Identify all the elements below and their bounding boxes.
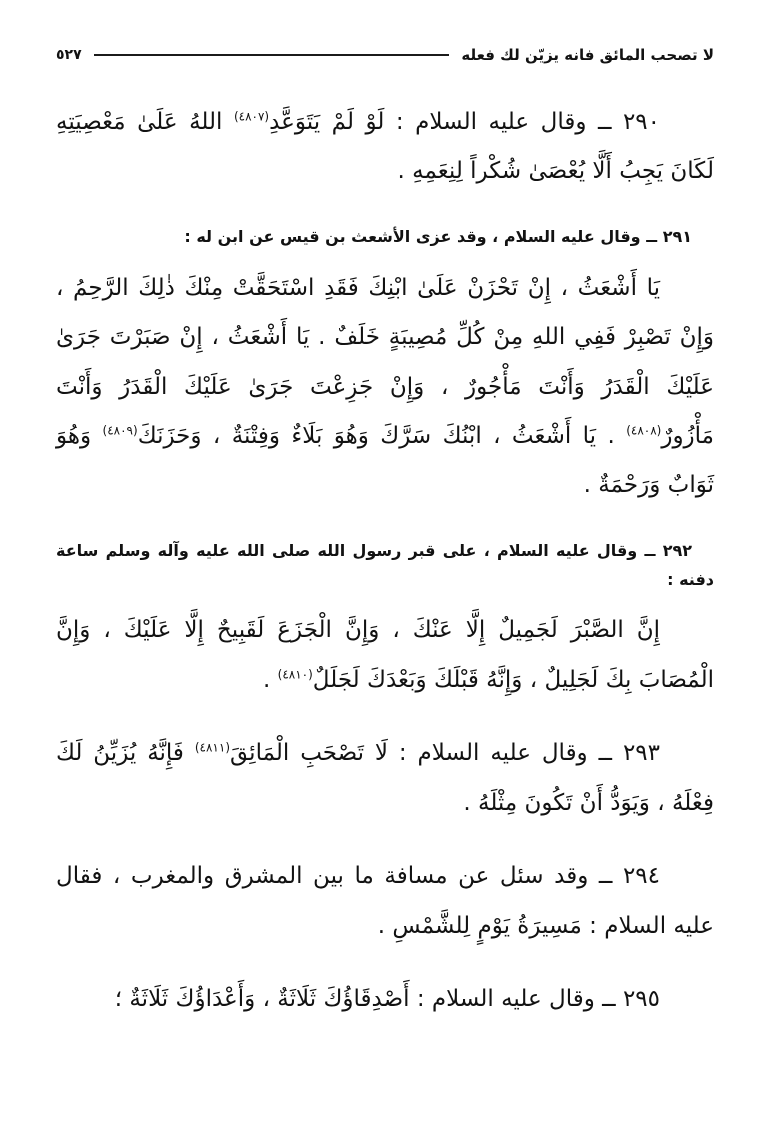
saying-293 [56, 729, 714, 828]
footnote-ref: (٤٨٠٨) [626, 423, 662, 438]
saying-lead: ٢٩٥ ــ وقال عليه السلام : [409, 986, 660, 1013]
saying-lead: ٢٩٠ ــ وقال عليه السلام : [384, 109, 660, 135]
page-number: ٥٢٧ [56, 47, 82, 63]
saying-text: مَسِيرَةُ يَوْمٍ لِلشَّمْسِ . [377, 912, 582, 939]
saying-text: . [263, 666, 278, 693]
saying-text: لَا تَصْحَبِ الْمَائِقَ [230, 740, 388, 767]
saying-text: يَا أَشْعَثُ ، إِنْ تَحْزَنْ عَلَىٰ ابْنِكَ فَقَدِ اسْتَحَقَّتْ مِنْكَ ذٰلِكَ الرَّحِمُ ، وَإِنْ تَصْبِرْ فَفِي اللهِ مِنْ كُلِّ مُصِيبَةٍ خَلَفٌ . يَا أَشْعَثُ ، إِنْ صَبَرْتَ جَرَىٰ عَلَيْكَ الْقَدَرُ وَأَنْتَ مَأْجُورٌ ، وَإِنْ جَزِعْتَ جَرَىٰ عَلَيْكَ الْقَدَرُ وَأَنْتَ مَأْزُورٌ [56, 274, 714, 449]
saying-295 [56, 975, 714, 1024]
saying-290 [56, 98, 714, 197]
footnote-ref: (٤٨٠٧) [233, 109, 270, 124]
saying-text: فَإِنَّهُ يُزَيِّنُ لَكَ فِعْلَهُ ، وَيَوَدُّ أَنْ تَكُونَ مِثْلَهُ . [56, 740, 714, 816]
saying-text: أَصْدِقَاؤُكَ ثَلَاثَةٌ ، وَأَعْدَاؤُكَ ثَلَاثَةٌ ؛ [114, 986, 410, 1013]
page-header [56, 46, 714, 64]
saying-text: اللهُ عَلَىٰ مَعْصِيَتِهِ لَكَانَ يَجِبُ أَلَّا يُعْصَىٰ شُكْراً لِنِعَمِهِ . [56, 109, 714, 185]
saying-292 [56, 606, 714, 705]
saying-lead: ٢٩٣ ــ وقال عليه السلام : [388, 740, 661, 767]
running-title: لا تصحب المائق فانه يزيّن لك فعله [461, 46, 714, 64]
saying-text: إِنَّ الصَّبْرَ لَجَمِيلٌ إِلَّا عَنْكَ ، وَإِنَّ الْجَزَعَ لَقَبِيحٌ إِلَّا عَلَيْكَ ، وَإِنَّ الْمُصَابَ بِكَ لَجَلِيلٌ ، وَإِنَّهُ قَبْلَكَ وَبَعْدَكَ لَجَلَلٌ [56, 617, 714, 693]
saying-text: وَهُوَ ثَوَابٌ وَرَحْمَةٌ . [56, 422, 714, 499]
saying-291 [56, 264, 714, 511]
saying-text: لَوْ لَمْ يَتَوَعَّدِ [269, 109, 385, 135]
saying-294 [56, 852, 714, 951]
saying-291-heading: ٢٩١ ــ وقال عليه السلام ، وقد عزى الأشعث بن قيس عن ابن له : [184, 226, 692, 246]
saying-lead: ٢٩٤ ــ وقد سئل عن مسافة ما بين المشرق والمغرب ، فقال عليه السلام : [56, 863, 714, 939]
saying-292-heading: ٢٩٢ ــ وقال عليه السلام ، على قبر رسول الله صلى الله عليه وآله وسلم ساعة دفنه : [56, 540, 714, 589]
footnote-ref: (٤٨٠٩) [102, 423, 138, 438]
header-rule [94, 54, 450, 56]
footnote-ref: (٤٨١٠) [277, 667, 313, 682]
footnote-ref: (٤٨١١) [194, 740, 230, 755]
saying-text: . يَا أَشْعَثُ ، ابْنُكَ سَرَّكَ وَهُوَ بَلَاءٌ وَفِتْنَةٌ ، وَحَزَنَكَ [137, 422, 627, 449]
